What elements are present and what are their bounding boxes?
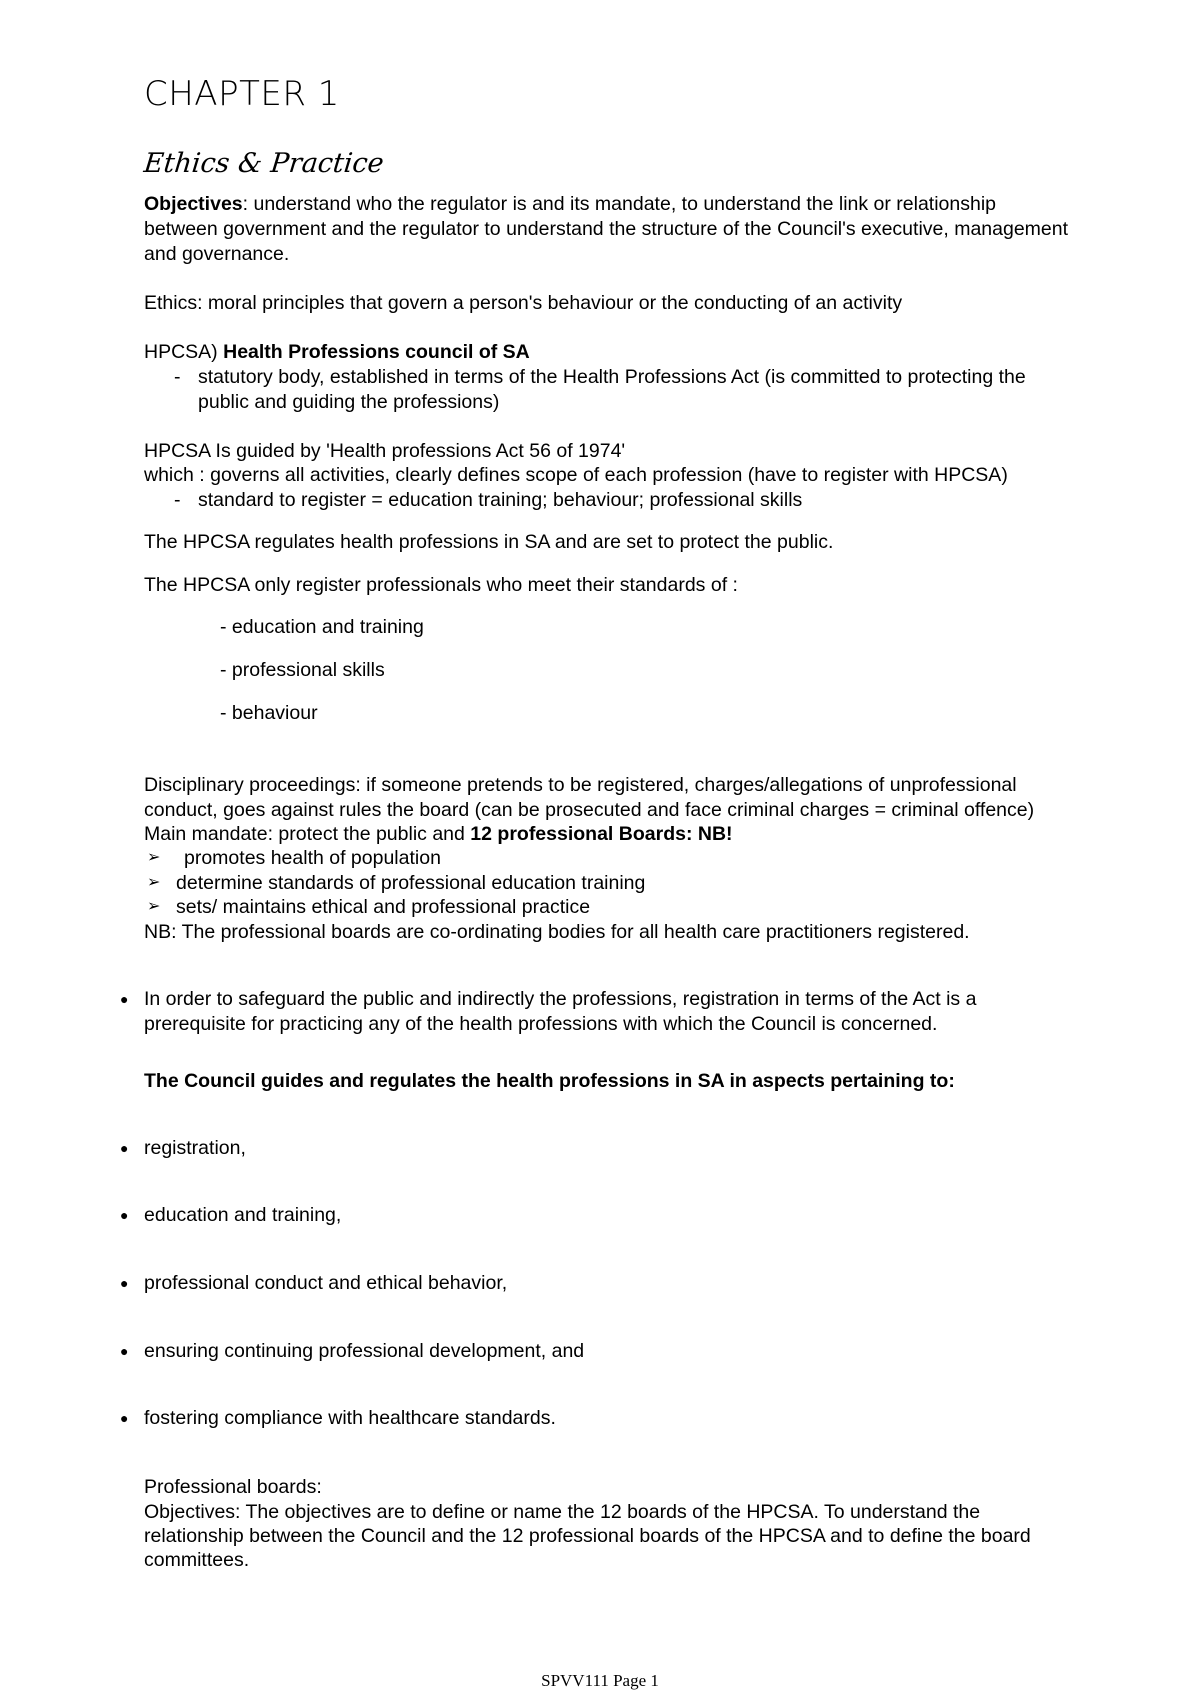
mandate-bold: 12 professional Boards: NB!	[470, 823, 733, 845]
arrow-bullet-icon: ➢	[147, 849, 161, 866]
bullet-icon: ●	[120, 1140, 129, 1156]
nb-note: NB: The professional boards are co-ordinating bodies for all health care practitioners registered.	[144, 921, 970, 943]
section-subtitle: Ethics & Practice	[142, 148, 386, 179]
regulates-text: The HPCSA regulates health professions in SA and are set to protect the public.	[144, 531, 834, 553]
ethics-definition: Ethics: moral principles that govern a person's behaviour or the conducting of an activity	[144, 292, 903, 314]
council-guides-heading: The Council guides and regulates the health professions in SA in aspects pertaining to:	[144, 1070, 955, 1092]
hpcsa-heading	[144, 340, 1200, 364]
professional-boards-heading: Professional boards:	[144, 1476, 322, 1498]
objectives-line-2: between government and the regulator to understand the structure of the Council's executive, management	[144, 218, 1069, 240]
board-point-text: determine standards of professional education training	[176, 872, 646, 894]
bullet-icon: ●	[120, 991, 129, 1007]
dash-marker: -	[174, 366, 181, 388]
arrow-bullet-icon: ➢	[147, 898, 161, 915]
bullet-icon: ●	[120, 1343, 129, 1359]
statutory-line-1: statutory body, established in terms of the Health Professions Act (is committed to protecting the	[198, 366, 1026, 388]
standard-text: standard to register = education training; behaviour; professional skills	[198, 489, 803, 511]
disciplinary-line-2: conduct, goes against rules the board (can be prosecuted and face criminal charges = criminal offence)	[144, 799, 1035, 821]
board-point-text: promotes health of population	[184, 847, 441, 869]
aspect-text: professional conduct and ethical behavior,	[144, 1272, 508, 1294]
safeguard-line-1: In order to safeguard the public and indirectly the professions, registration in terms of the Act is a	[144, 988, 977, 1010]
mandate-text: Main mandate: protect the public and	[144, 823, 471, 845]
board-point-text: sets/ maintains ethical and professional practice	[176, 896, 591, 918]
statutory-line-2: public and guiding the professions)	[198, 391, 500, 413]
bullet-icon: ●	[120, 1410, 129, 1426]
safeguard-line-2: prerequisite for practicing any of the health professions with which the Council is concerned.	[144, 1013, 938, 1035]
dash-marker: -	[174, 489, 181, 511]
chapter-title: CHAPTER 1	[144, 74, 340, 114]
standard-item: - education and training	[220, 616, 424, 638]
objectives-label: Objectives	[144, 193, 243, 215]
boards-objectives-line-3: committees.	[144, 1549, 250, 1571]
objectives-line-1	[144, 192, 1200, 216]
objectives-line-3: and governance.	[144, 243, 290, 265]
hpcsa-prefix: HPCSA)	[144, 341, 224, 363]
aspect-text: education and training,	[144, 1204, 342, 1226]
act-line-2: which : governs all activities, clearly defines scope of each profession (have to register with HPCSA)	[144, 464, 1008, 486]
aspect-text: ensuring continuing professional development, and	[144, 1340, 585, 1362]
standard-item: - professional skills	[220, 659, 385, 681]
boards-objectives-line-1: Objectives: The objectives are to define or name the 12 boards of the HPCSA. To understand the	[144, 1501, 981, 1523]
objectives-text: : understand who the regulator is and its mandate, to understand the link or relationship	[242, 193, 997, 215]
page-footer: SPVV111 Page 1	[541, 1671, 659, 1690]
bullet-icon: ●	[120, 1275, 129, 1291]
arrow-bullet-icon: ➢	[147, 874, 161, 891]
aspect-text: registration,	[144, 1137, 246, 1159]
boards-objectives-line-2: relationship between the Council and the 12 professional boards of the HPCSA and to define the board	[144, 1525, 1031, 1547]
act-line-1: HPCSA Is guided by 'Health professions Act 56 of 1974'	[144, 440, 626, 462]
bullet-icon: ●	[120, 1207, 129, 1223]
hpcsa-name: Health Professions council of SA	[223, 341, 530, 363]
disciplinary-line-1: Disciplinary proceedings: if someone pretends to be registered, charges/allegations of unprofessional	[144, 774, 1017, 796]
aspect-text: fostering compliance with healthcare standards.	[144, 1407, 556, 1429]
standard-item: - behaviour	[220, 702, 318, 724]
only-register-text: The HPCSA only register professionals who meet their standards of :	[144, 574, 738, 596]
mandate-line	[144, 822, 1200, 846]
